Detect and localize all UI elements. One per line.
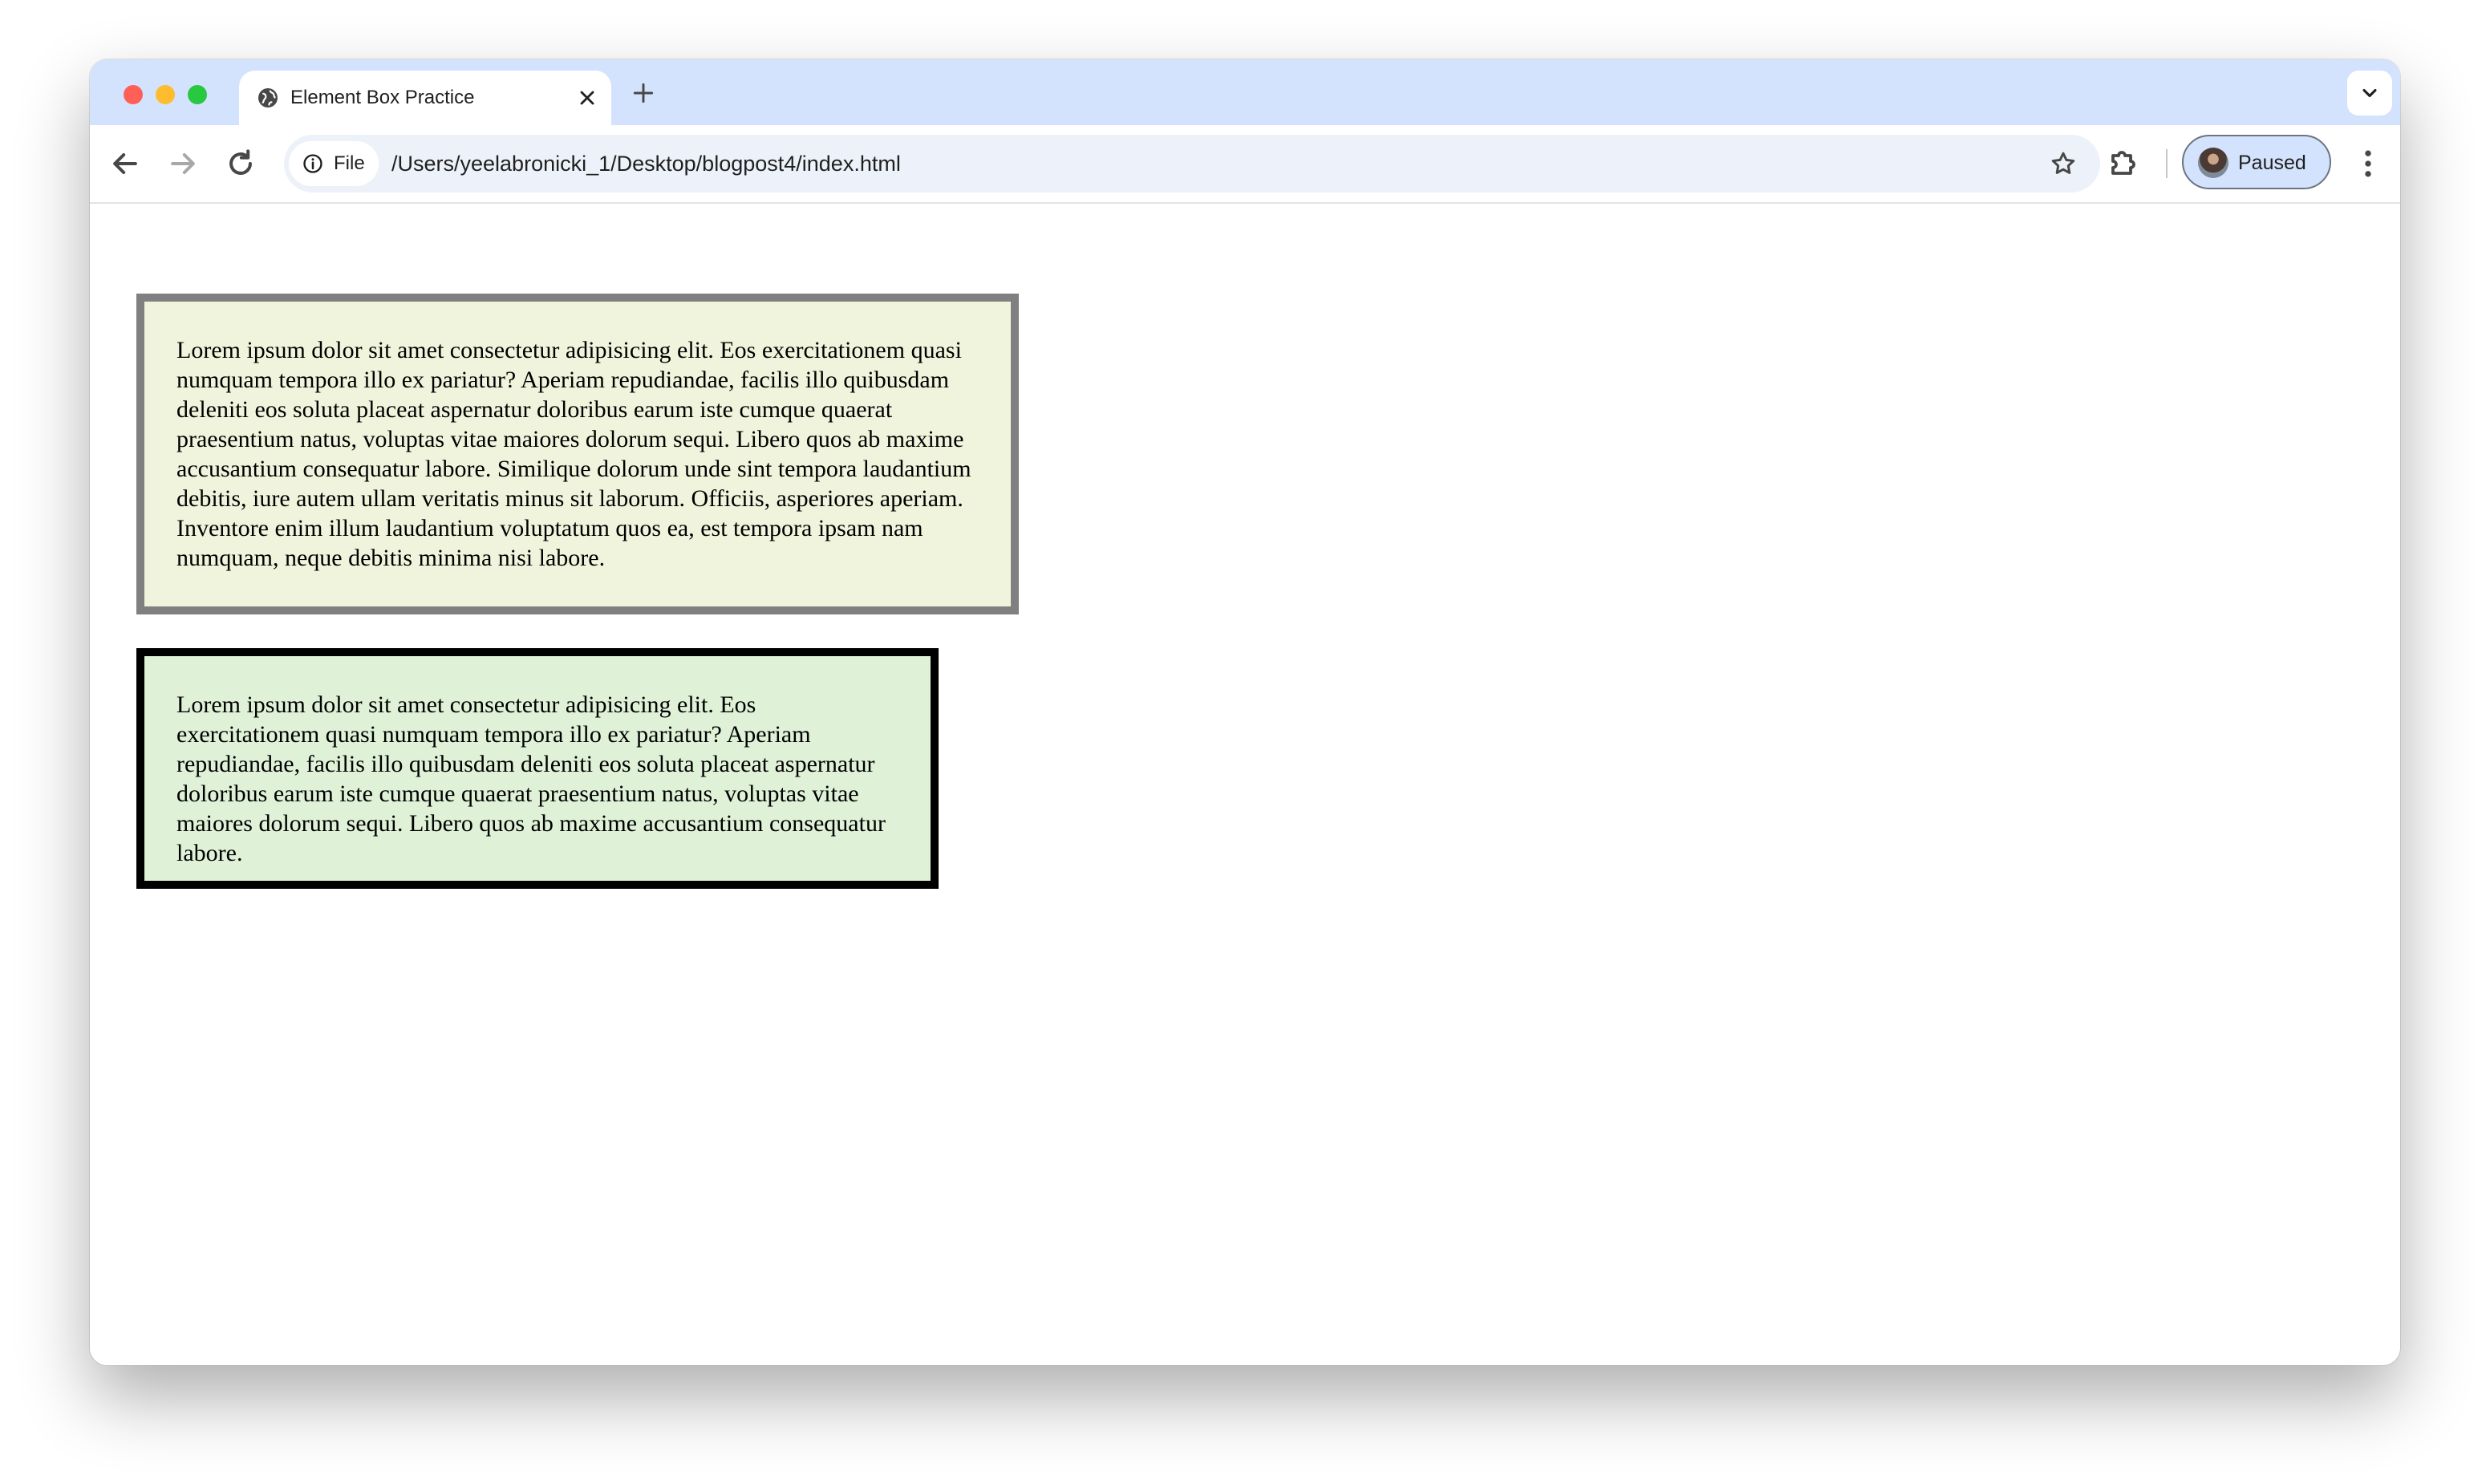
page-content xyxy=(90,204,2400,1365)
profile-button[interactable] xyxy=(2182,135,2331,189)
tab-title: Element Box Practice xyxy=(290,87,475,108)
info-icon xyxy=(302,152,324,175)
avatar xyxy=(2198,148,2228,178)
kebab-menu-icon[interactable] xyxy=(2350,146,2386,181)
arrow-right-icon[interactable] xyxy=(165,146,201,181)
site-info-label: File xyxy=(334,152,365,174)
puzzle-icon[interactable] xyxy=(2105,143,2143,181)
close-icon[interactable] xyxy=(576,87,598,109)
star-icon[interactable] xyxy=(2049,149,2078,178)
plus-icon[interactable] xyxy=(631,80,656,106)
tab-element-box-practice[interactable] xyxy=(239,71,611,125)
minimize-window-button[interactable] xyxy=(156,85,175,104)
site-info-chip[interactable] xyxy=(289,141,379,186)
globe-icon xyxy=(255,85,281,111)
content-box-gray-border: Lorem ipsum dolor sit amet consectetur adipisicing elit. Eos exercitationem quasi numquam tempora illo ex pariatur? Aperiam repudiandae, facilis illo quibusdam deleniti eos soluta placeat aspernatur doloribus earum iste cumque quaerat praesentium natus, voluptas vitae maiores dolorum sequi. Libero quos ab maxime accusantium consequatur labore. Similique dolorum unde sint tempora laudantium debitis, iure autem ullam veritatis minus sit laborum. Officiis, asperiores aperiam. Inventore enim illum laudantium voluptatum quos ea, est tempora ipsam nam numquam, neque debitis minima nisi labore. xyxy=(136,294,1019,614)
url-text[interactable]: /Users/yeelabronicki_1/Desktop/blogpost4/index.html xyxy=(391,152,901,176)
browser-toolbar xyxy=(90,125,2400,204)
maximize-window-button[interactable] xyxy=(188,85,207,104)
tab-strip xyxy=(90,59,2400,125)
toolbar-divider xyxy=(2166,149,2168,178)
reload-icon[interactable] xyxy=(223,146,258,181)
address-bar[interactable] xyxy=(284,135,2100,193)
tab-search-button[interactable] xyxy=(2347,71,2392,116)
browser-window xyxy=(90,59,2400,1365)
close-window-button[interactable] xyxy=(124,85,143,104)
content-box-black-border: Lorem ipsum dolor sit amet consectetur adipisicing elit. Eos exercitationem quasi numquam tempora illo ex pariatur? Aperiam repudiandae, facilis illo quibusdam deleniti eos soluta placeat aspernatur doloribus earum iste cumque quaerat praesentium natus, voluptas vitae maiores dolorum sequi. Libero quos ab maxime accusantium consequatur labore. xyxy=(136,648,939,889)
chevron-down-icon xyxy=(2358,82,2381,104)
arrow-left-icon[interactable] xyxy=(107,146,143,181)
profile-status-label: Paused xyxy=(2238,152,2306,174)
